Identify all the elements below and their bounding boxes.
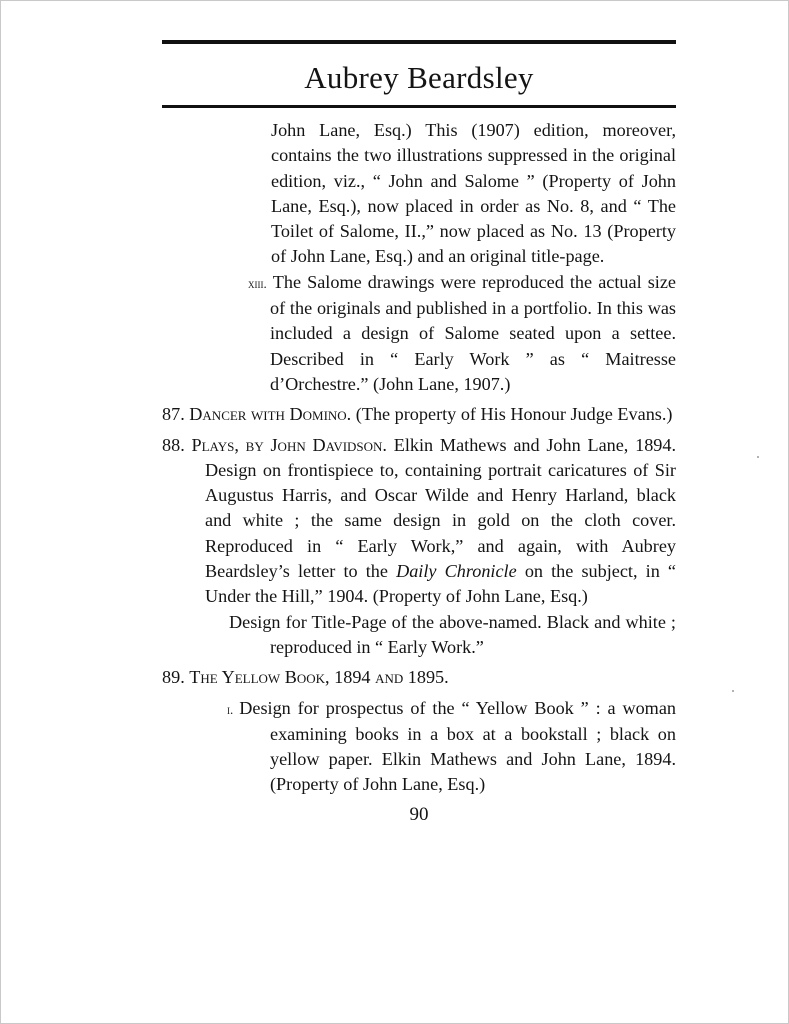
entry-89-title: The Yellow Book, 1894 and 1895. bbox=[189, 667, 449, 688]
header-rule-top bbox=[162, 40, 676, 44]
body-text bbox=[162, 118, 676, 798]
entry-89-sub-number: i. bbox=[227, 701, 234, 717]
entry-88-text-after: on the subject, in “ Under the Hill,” 1904. (Property of John Lane, Esq.) bbox=[205, 561, 676, 607]
item-xiii-number: xiii. bbox=[248, 275, 267, 291]
book-page bbox=[162, 40, 676, 826]
entry-89-number: 89. bbox=[162, 667, 185, 688]
entry-87-text: (The property of His Honour Judge Evans.) bbox=[355, 404, 673, 425]
entry-87-number: 87. bbox=[162, 404, 185, 425]
entry-87 bbox=[162, 402, 676, 427]
item-xiii-text: The Salome drawings were reproduced the actual size of the originals and published in a portfolio. In this was included a design of Salome seated upon a settee. Described in “ Early Work ” as “ Maitresse d’Orchestre.” (John Lane, 1907.) bbox=[270, 271, 676, 394]
continued-paragraph: John Lane, Esq.) This (1907) edition, moreover, contains the two illustrations suppressed in the original edition, viz., “ John and Salome ” (Property of John Lane, Esq.), now placed in order as No. 8, and “ The Toilet of Salome, II.,” now placed as No. 13 (Property of John Lane, Esq.) and an original title-page. bbox=[271, 120, 676, 267]
entry-88 bbox=[162, 433, 676, 610]
item-xiii bbox=[162, 270, 676, 397]
entry-87-title: Dancer with Domino. bbox=[189, 404, 352, 425]
header-rule-bottom bbox=[162, 105, 676, 108]
running-header: Aubrey Beardsley bbox=[304, 60, 534, 95]
entry-89 bbox=[162, 665, 676, 690]
entry-88-sub: Design for Title-Page of the above-named. Black and white ; reproduced in “ Early Work.” bbox=[229, 611, 676, 657]
paper-speck bbox=[732, 690, 734, 692]
entry-88-title: Plays, by John Davidson. bbox=[191, 434, 387, 455]
entry-88-italic: Daily Chronicle bbox=[396, 561, 517, 582]
entry-89-sub bbox=[162, 696, 676, 798]
paper-speck bbox=[757, 456, 759, 458]
page-number: 90 bbox=[409, 803, 429, 825]
entry-88-number: 88. bbox=[162, 434, 185, 455]
entry-88-text-before: Elkin Mathews and John Lane, 1894. Design on frontispiece to, containing portrait caricatures of Sir Augustus Harris, and Oscar Wilde and Henry Harland, black and white ; the same design in gold on the cloth cover. Reproduced in “ Early Work,” and again, with Aubrey Beardsley’s letter to the bbox=[205, 434, 677, 582]
entry-89-sub-text: Design for prospectus of the “ Yellow Book ” : a woman examining books in a box at a bookstall ; black on yellow paper. Elkin Mathews and John Lane, 1894. (Property of John Lane, Esq.) bbox=[239, 697, 676, 795]
